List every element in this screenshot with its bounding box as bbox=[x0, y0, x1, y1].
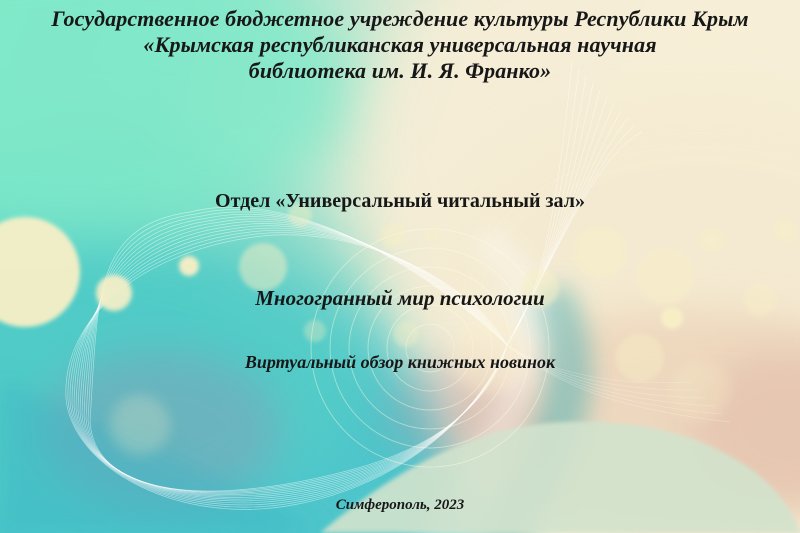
presentation-title: Многогранный мир психологии bbox=[255, 286, 545, 310]
organization-header bbox=[0, 6, 800, 84]
organization-line: Государственное бюджетное учреждение культуры Республики Крым bbox=[51, 6, 749, 31]
presentation-subtitle: Виртуальный обзор книжных новинок bbox=[244, 352, 556, 372]
organization-line: «Крымская республиканская универсальная научная bbox=[143, 32, 657, 57]
organization-line: библиотека им. И. Я. Франко» bbox=[248, 58, 552, 83]
department-label: Отдел «Универсальный читальный зал» bbox=[215, 190, 585, 212]
city-year-footer: Симферополь, 2023 bbox=[335, 497, 465, 513]
